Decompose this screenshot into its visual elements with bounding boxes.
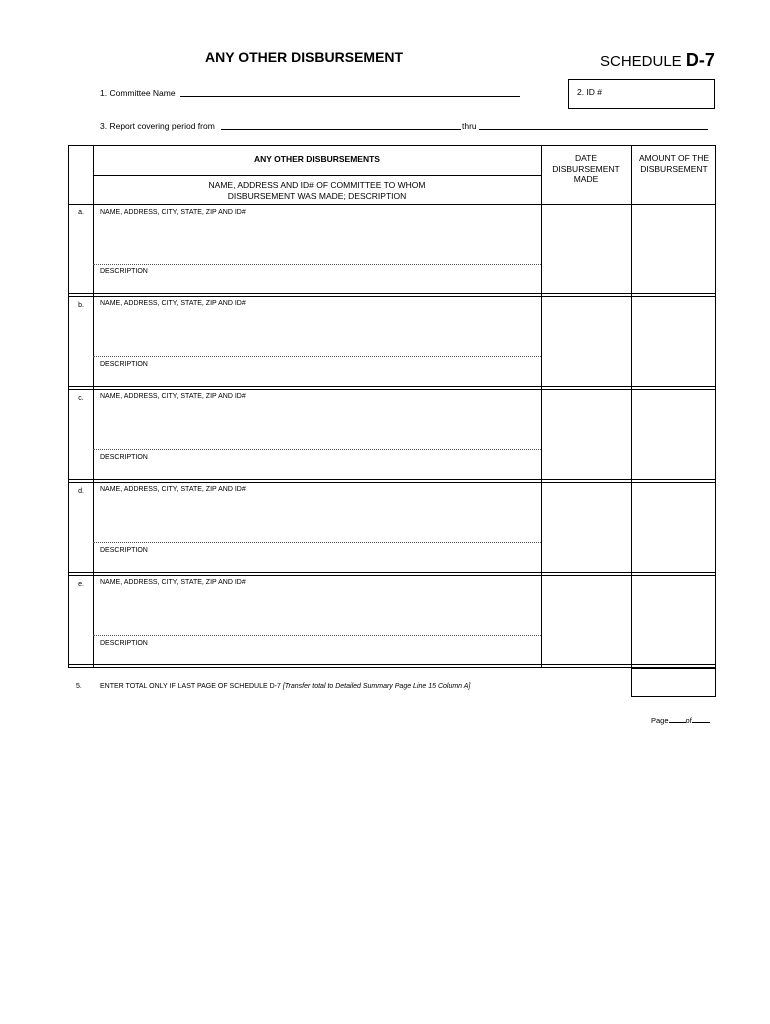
amount-column-divider: [631, 146, 632, 667]
row-letter: b.: [78, 302, 84, 309]
total-amount-field[interactable]: [631, 668, 716, 697]
header-divider: [93, 175, 541, 176]
desc-divider: [93, 449, 541, 450]
header-bottom-line: [69, 204, 715, 205]
desc-divider: [93, 542, 541, 543]
desc-divider: [93, 356, 541, 357]
total-line-number: 5.: [76, 683, 82, 690]
page-label: Page: [651, 716, 669, 725]
row-letter: a.: [78, 209, 84, 216]
page-number-field[interactable]: [669, 722, 686, 723]
page-counter: [651, 716, 710, 725]
period-thru-field[interactable]: [479, 129, 708, 130]
id-field[interactable]: [568, 79, 715, 109]
total-line-text: [100, 683, 470, 690]
committee-name-field[interactable]: [180, 96, 520, 97]
row-separator: [69, 293, 715, 297]
desc-divider: [93, 264, 541, 265]
schedule-prefix: SCHEDULE: [600, 53, 682, 70]
id-label: 2. ID #: [577, 87, 603, 97]
date-column-divider: [541, 146, 542, 667]
form-title: ANY OTHER DISBURSEMENT: [205, 49, 404, 65]
row-letter: e.: [78, 581, 84, 588]
disbursement-table: [68, 145, 716, 668]
committee-name-label: 1. Committee Name: [100, 88, 176, 98]
name-label: NAME, ADDRESS, CITY, STATE, ZIP AND ID#: [100, 486, 246, 493]
name-label: NAME, ADDRESS, CITY, STATE, ZIP AND ID#: [100, 393, 246, 400]
sub-header: NAME, ADDRESS AND ID# OF COMMITTEE TO WHOM DISBURSEMENT WAS MADE; DESCRIPTION: [208, 180, 426, 201]
total-instruction: ENTER TOTAL ONLY IF LAST PAGE OF SCHEDULE D-7: [100, 683, 281, 690]
amount-header: AMOUNT OF THE DISBURSEMENT: [638, 153, 710, 174]
row-separator: [69, 572, 715, 576]
letter-column-divider: [93, 146, 94, 667]
name-label: NAME, ADDRESS, CITY, STATE, ZIP AND ID#: [100, 300, 246, 307]
desc-label: DESCRIPTION: [100, 454, 148, 461]
total-note: [Transfer total to Detailed Summary Page Line 15 Column A]: [282, 683, 471, 690]
thru-label: thru: [462, 121, 477, 131]
row-separator: [69, 664, 715, 668]
desc-label: DESCRIPTION: [100, 268, 148, 275]
of-label: of: [685, 716, 692, 725]
desc-divider: [93, 635, 541, 636]
schedule-label: [600, 50, 715, 71]
page-total-field[interactable]: [692, 722, 710, 723]
schedule-code: D-7: [685, 50, 715, 70]
row-letter: d.: [78, 488, 84, 495]
main-header: ANY OTHER DISBURSEMENTS: [254, 154, 380, 164]
date-header: DATE DISBURSEMENT MADE: [552, 153, 620, 184]
name-label: NAME, ADDRESS, CITY, STATE, ZIP AND ID#: [100, 579, 246, 586]
row-letter: c.: [78, 395, 84, 402]
desc-label: DESCRIPTION: [100, 361, 148, 368]
period-from-field[interactable]: [221, 129, 461, 130]
period-label: 3. Report covering period from: [100, 121, 215, 131]
row-separator: [69, 386, 715, 390]
desc-label: DESCRIPTION: [100, 640, 148, 647]
desc-label: DESCRIPTION: [100, 547, 148, 554]
name-label: NAME, ADDRESS, CITY, STATE, ZIP AND ID#: [100, 209, 246, 216]
row-separator: [69, 479, 715, 483]
